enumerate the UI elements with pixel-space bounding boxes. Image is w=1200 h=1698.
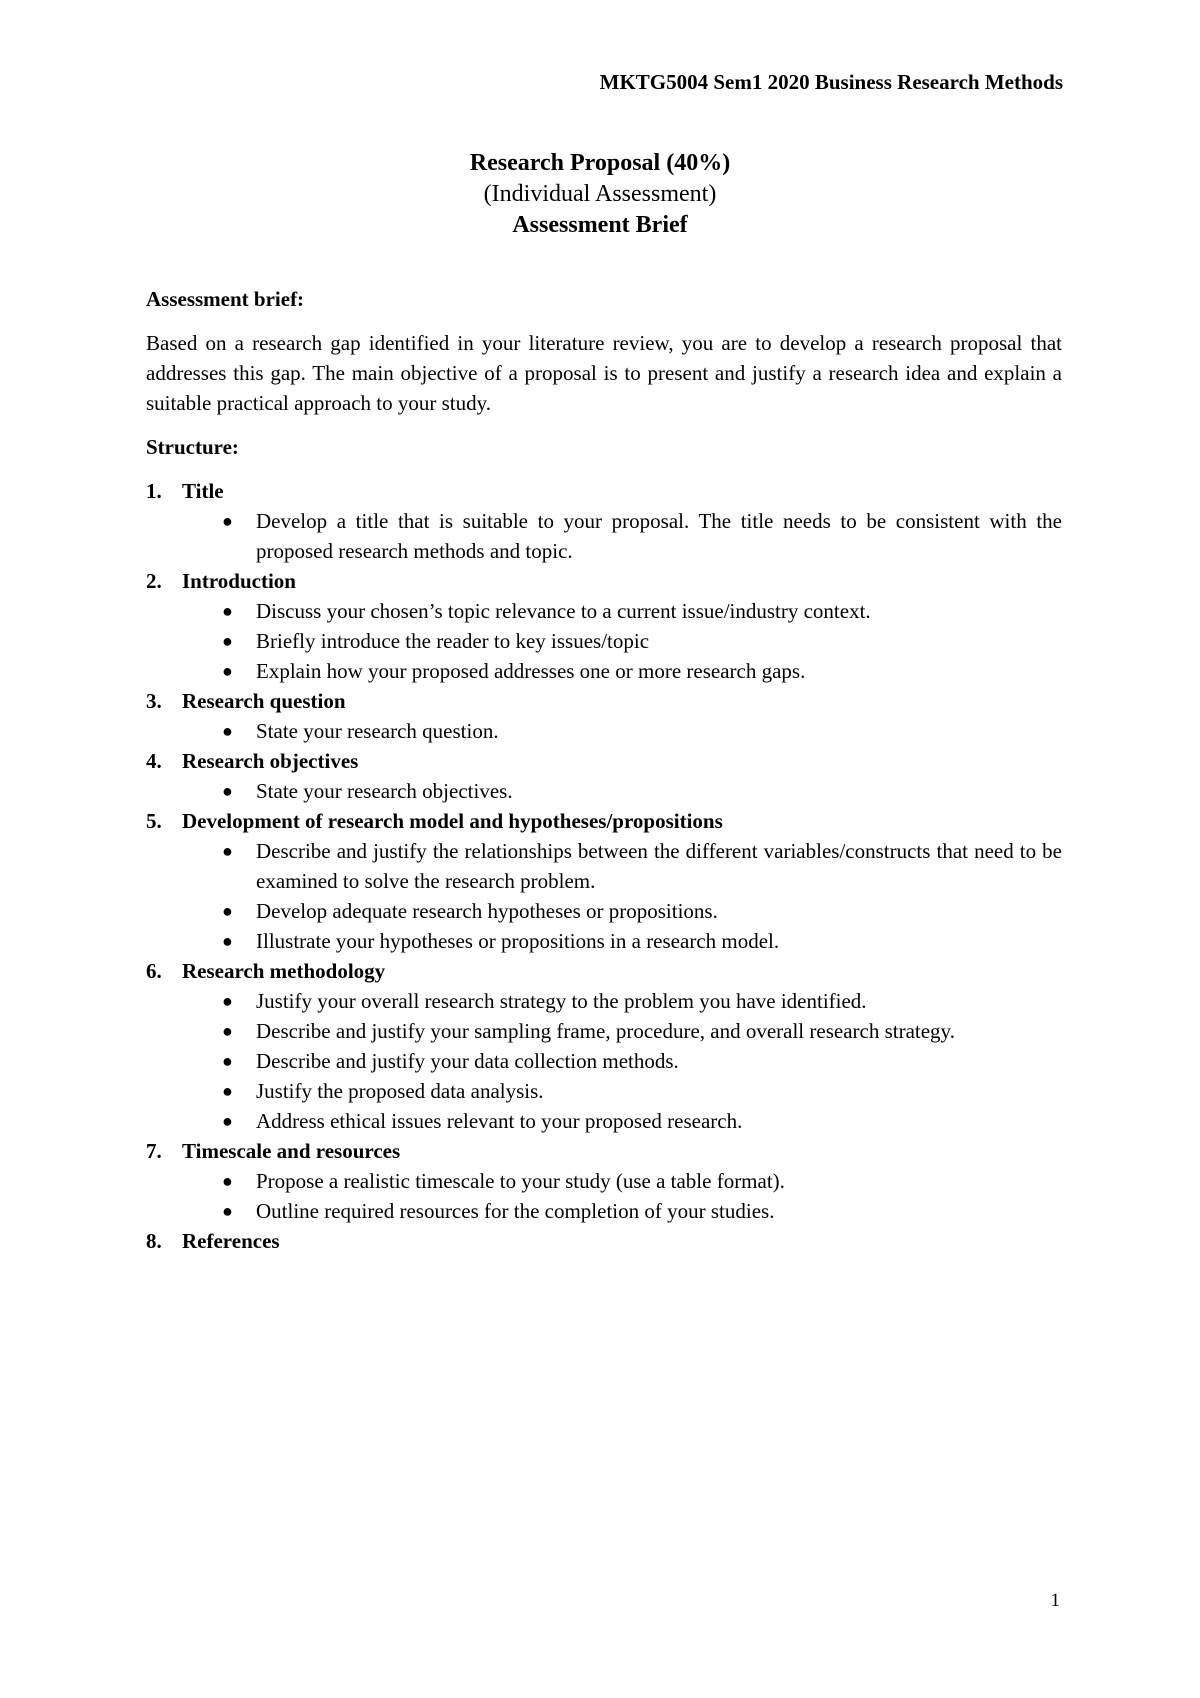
bullet-text: Outline required resources for the completion of your studies. bbox=[256, 1199, 775, 1223]
bullet-item bbox=[222, 626, 1062, 656]
bullet-item bbox=[222, 1106, 1062, 1136]
bullet-icon: ● bbox=[222, 511, 233, 531]
bullet-text: Develop adequate research hypotheses or propositions. bbox=[256, 899, 718, 923]
bullet-text: Develop a title that is suitable to your proposal. The title needs to be consistent with the proposed research methods and topic. bbox=[256, 509, 1062, 563]
bullet-item bbox=[222, 1196, 1062, 1226]
document-title: Research Proposal (40%) bbox=[469, 150, 731, 176]
bullet-icon: ● bbox=[222, 631, 233, 651]
structure-item bbox=[146, 566, 1062, 686]
structure-item-number: 6. bbox=[146, 959, 162, 983]
bullet-item bbox=[222, 1076, 1062, 1106]
bullet-item bbox=[222, 596, 1062, 626]
structure-item-title: Timescale and resources bbox=[182, 1139, 401, 1163]
bullet-list bbox=[146, 596, 1062, 686]
bullet-item bbox=[222, 776, 1062, 806]
bullet-icon: ● bbox=[222, 661, 233, 681]
structure-item-title: Introduction bbox=[182, 569, 296, 593]
structure-item-number: 8. bbox=[146, 1229, 162, 1253]
structure-item bbox=[146, 476, 1062, 566]
structure-item-heading bbox=[146, 1136, 1062, 1166]
bullet-icon: ● bbox=[222, 721, 233, 741]
title-block bbox=[0, 148, 1200, 241]
structure-item-heading bbox=[146, 806, 1062, 836]
bullet-item bbox=[222, 1046, 1062, 1076]
structure-item-number: 7. bbox=[146, 1139, 162, 1163]
structure-heading: Structure: bbox=[146, 435, 239, 459]
bullet-text: Justify your overall research strategy to the problem you have identified. bbox=[256, 989, 867, 1013]
bullet-icon: ● bbox=[222, 601, 233, 621]
bullet-list bbox=[146, 716, 1062, 746]
structure-item-title: Research methodology bbox=[182, 959, 386, 983]
page-number: 1 bbox=[1050, 1590, 1060, 1611]
structure-item-title: Development of research model and hypotheses/propositions bbox=[182, 809, 723, 833]
structure-item-title: Research question bbox=[182, 689, 346, 713]
bullet-icon: ● bbox=[222, 841, 233, 861]
bullet-item bbox=[222, 1166, 1062, 1196]
bullet-list bbox=[146, 836, 1062, 956]
document-subtitle: (Individual Assessment) bbox=[483, 181, 717, 207]
bullet-item bbox=[222, 506, 1062, 566]
bullet-text: Address ethical issues relevant to your proposed research. bbox=[256, 1109, 743, 1133]
bullet-list bbox=[146, 776, 1062, 806]
bullet-text: State your research question. bbox=[256, 719, 499, 743]
structure-item-heading bbox=[146, 1226, 1062, 1256]
structure-item bbox=[146, 1136, 1062, 1226]
structure-item bbox=[146, 1226, 1062, 1256]
structure-item-number: 5. bbox=[146, 809, 162, 833]
structure-item-heading bbox=[146, 956, 1062, 986]
document-heading: Assessment Brief bbox=[512, 212, 688, 238]
bullet-item bbox=[222, 926, 1062, 956]
bullet-text: Propose a realistic timescale to your study (use a table format). bbox=[256, 1169, 785, 1193]
course-header: MKTG5004 Sem1 2020 Business Research Methods bbox=[599, 70, 1063, 94]
bullet-icon: ● bbox=[222, 1081, 233, 1101]
structure-item-title: Title bbox=[182, 479, 224, 503]
structure-item-heading bbox=[146, 746, 1062, 776]
bullet-icon: ● bbox=[222, 931, 233, 951]
bullet-icon: ● bbox=[222, 901, 233, 921]
bullet-text: Explain how your proposed addresses one or more research gaps. bbox=[256, 659, 806, 683]
structure-item bbox=[146, 746, 1062, 806]
bullet-item bbox=[222, 656, 1062, 686]
bullet-item bbox=[222, 986, 1062, 1016]
bullet-list bbox=[146, 986, 1062, 1136]
bullet-text: Justify the proposed data analysis. bbox=[256, 1079, 544, 1103]
bullet-list bbox=[146, 1166, 1062, 1226]
brief-paragraph: Based on a research gap identified in your literature review, you are to develop a research proposal that addresses this gap. The main objective of a proposal is to present and justify a research idea and explain a suitable practical approach to your study. bbox=[146, 331, 1062, 415]
structure-item-title: References bbox=[182, 1229, 280, 1253]
bullet-item bbox=[222, 896, 1062, 926]
bullet-item bbox=[222, 716, 1062, 746]
bullet-text: Describe and justify your sampling frame, procedure, and overall research strategy. bbox=[256, 1019, 955, 1043]
bullet-icon: ● bbox=[222, 1171, 233, 1191]
structure-item-heading bbox=[146, 476, 1062, 506]
bullet-icon: ● bbox=[222, 991, 233, 1011]
structure-item-heading bbox=[146, 686, 1062, 716]
bullet-text: Briefly introduce the reader to key issues/topic bbox=[256, 629, 650, 653]
bullet-icon: ● bbox=[222, 1021, 233, 1041]
bullet-text: Illustrate your hypotheses or propositions in a research model. bbox=[256, 929, 780, 953]
bullet-icon: ● bbox=[222, 781, 233, 801]
structure-item bbox=[146, 686, 1062, 746]
bullet-item bbox=[222, 1016, 1062, 1046]
document-body bbox=[146, 284, 1062, 1256]
structure-item-number: 3. bbox=[146, 689, 162, 713]
bullet-text: State your research objectives. bbox=[256, 779, 513, 803]
bullet-item bbox=[222, 836, 1062, 896]
bullet-text: Describe and justify your data collection methods. bbox=[256, 1049, 679, 1073]
bullet-icon: ● bbox=[222, 1051, 233, 1071]
structure-item-title: Research objectives bbox=[182, 749, 359, 773]
structure-item bbox=[146, 956, 1062, 1136]
bullet-icon: ● bbox=[222, 1111, 233, 1131]
structure-item-number: 2. bbox=[146, 569, 162, 593]
structure-item bbox=[146, 806, 1062, 956]
bullet-text: Discuss your chosen’s topic relevance to a current issue/industry context. bbox=[256, 599, 871, 623]
structure-item-heading bbox=[146, 566, 1062, 596]
structure-item-number: 4. bbox=[146, 749, 162, 773]
structure-list bbox=[146, 476, 1062, 1256]
bullet-list bbox=[146, 506, 1062, 566]
structure-item-number: 1. bbox=[146, 479, 162, 503]
bullet-icon: ● bbox=[222, 1201, 233, 1221]
bullet-text: Describe and justify the relationships between the different variables/constructs that need to be examined to solve the research problem. bbox=[256, 839, 1062, 893]
brief-heading: Assessment brief: bbox=[146, 287, 305, 311]
